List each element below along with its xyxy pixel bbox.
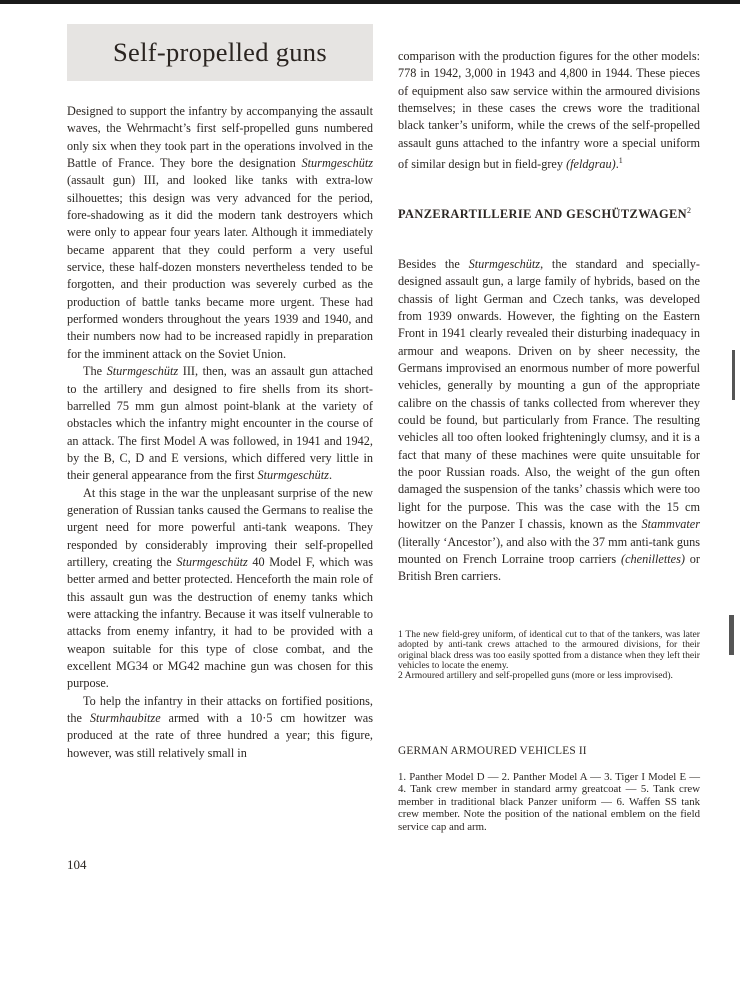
top-rule <box>0 0 740 4</box>
paragraph-continuation: comparison with the production figures for the other models: 778 in 1942, 3,000 in 1943 and 4,800 in 1944. These pieces of equipment also saw service within the armoured divisions themselves; in these cases the crews wore the traditional black tanker’s uniform, while the crews of the self-propelled assault guns attached to the infantry wore a special uniform of similar design but in field-grey (feldgrau).$^1$ <box>398 49 700 172</box>
caption-title: GERMAN ARMOURED VEHICLES II <box>398 745 587 757</box>
section-heading-ref: 2 <box>687 206 692 215</box>
page-number: 104 <box>67 857 87 872</box>
footnote-1: 1 The new field-grey uniform, of identical cut to that of the tankers, was later adopted by anti-tank crews attached to the armoured divisions, for their original black dress was too easily spotted from a distance when they left their vehicles to locate the enemy. <box>398 629 700 671</box>
footnotes <box>398 630 700 681</box>
scan-edge-mark <box>732 350 735 400</box>
right-column-top <box>398 48 700 173</box>
title-box <box>67 24 373 81</box>
scan-edge-mark <box>729 615 734 655</box>
section-heading <box>398 202 700 223</box>
paragraph-3: At this stage in the war the unpleasant surprise of the new generation of Russian tanks caused the Germans to realise the urgent need for more powerful anti-tank weapons. They responded by considerably improving their self-propelled artillery, creating the Sturmgeschütz 40 Model F, which was better armed and better protected. Henceforth the main role of this assault gun was the destruction of enemy tanks which were attacking the infantry. Because it was itself vulnerable to attacks from enemy infantry, it had to be provided with a weapon suitable for this type of close combat, and the excellent MG34 or MG42 machine gun was chosen for this purpose. <box>67 485 373 691</box>
caption-text: 1. Panther Model D — 2. Panther Model A — 3. Tiger I Model E — 4. Tank crew member in standard army greatcoat — 5. Tank crew member in traditional black Panzer uniform — 6. Waffen SS tank crew member. Note the position of the national emblem on the field service cap and arm. <box>398 771 700 833</box>
section-paragraph: Besides the Sturmgeschütz, the standard and specially-designed assault gun, a large family of hybrids, based on the chassis of light German and Czech tanks, was developed from 1939 onwards. However, the fighting on the Eastern Front in 1941 clearly revealed their disturbing inadequacy in armour and weapons. Driven on by sheer necessity, the Germans improvised an enormous number of more powerful vehicles, generally by mounting a gun of the appropriate calibre on the chassis of tanks collected from wherever they could be found, but particularly from France. The resulting vehicles all too often looked frighteningly clumsy, and it is a fact that many of these machines were quite unsuitable for the poor Russian roads. Also, the weight of the gun often damaged the suspension of the tanks’ chassis which were too light for the purpose. This was the case with the 15 cm howitzer on the Panzer I chassis, known as the Stammvater (literally ‘Ancestor’), and also with the 37 mm anti-tank guns mounted on French Lorraine troop carriers (chenillettes) or British Bren carriers. <box>398 257 700 584</box>
paragraph-2: The Sturmgeschütz III, then, was an assault gun attached to the artillery and designed to fire shells from its short-barrelled 75 mm gun almost point-blank at the variety of obstacles which the infantry might encounter in the course of an attack. The first Model A was followed, in 1941 and 1942, by the B, C, D and E versions, which differed very little in their general appearance from the first Sturmgeschütz. <box>67 364 373 483</box>
right-column-section <box>398 256 700 586</box>
section-heading-text: PANZERARTILLERIE AND GESCHÜTZWAGEN <box>398 207 688 222</box>
paragraph-1: Designed to support the infantry by accompanying the assault waves, the Wehrmacht’s first self-propelled guns numbered only six when they took part in the operations involved in the Battle of France. They bore the designation Sturmgeschütz (assault gun) III, and looked like tanks with extra-low silhouettes; this design was very advanced for the period, fore-shadowing as it did the modern tank destroyers which were only to appear four years later. Although it immediately became apparent that they could perform a very useful service, these half-dozen monsters nevertheless tended to be forgotten, and their production was severely curbed as the production of battle tanks became more urgent. These had performed wonders throughout the years 1939 and 1940, and their numbers now had to be increased rapidly in preparation for the imminent attack on the Soviet Union. <box>67 104 373 361</box>
left-column <box>67 103 373 762</box>
page-title: Self-propelled guns <box>113 37 327 67</box>
footnote-2: 2 Armoured artillery and self-propelled guns (more or less improvised). <box>398 670 673 682</box>
paragraph-4: To help the infantry in their attacks on fortified positions, the Sturmhaubitze armed with a 10·5 cm howitzer was produced at the rate of three hundred a year; this figure, however, was still relatively small in <box>67 693 373 760</box>
